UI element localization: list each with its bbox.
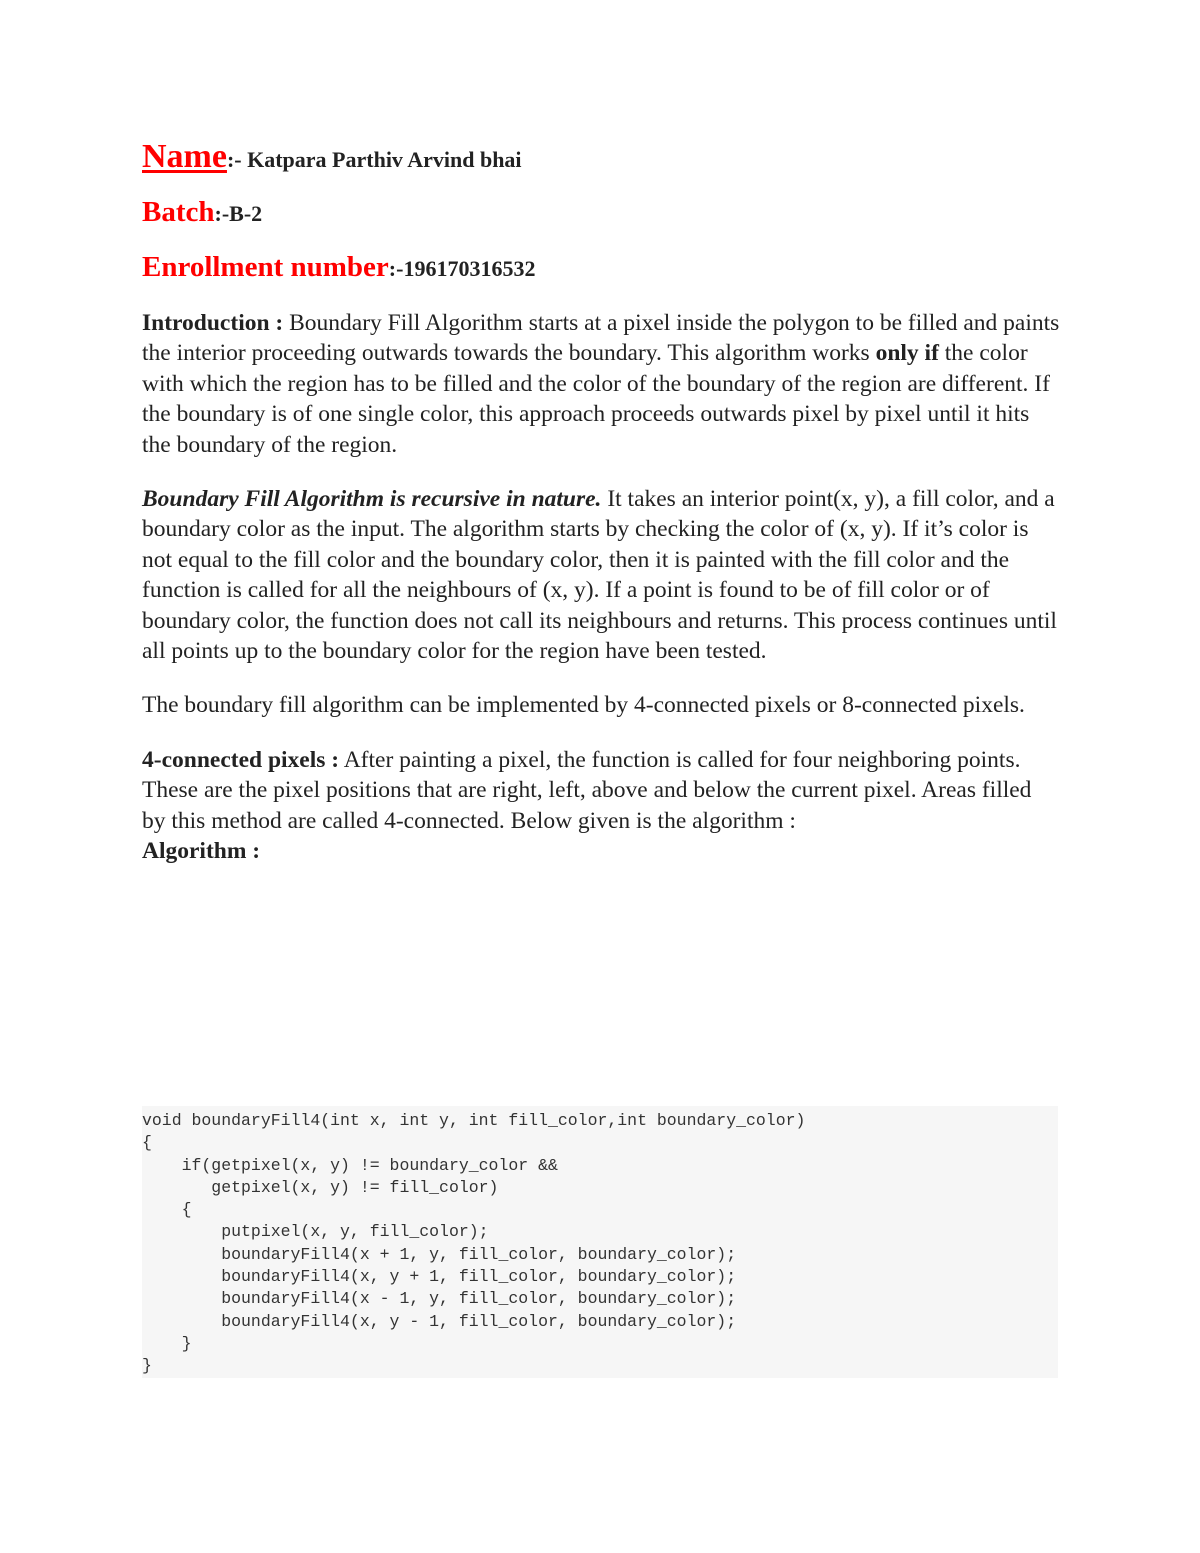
name-line xyxy=(142,140,1060,174)
recursive-emphasis: Boundary Fill Algorithm is recursive in nature. xyxy=(142,486,602,513)
enrollment-label: Enrollment number xyxy=(142,251,389,283)
batch-label: Batch xyxy=(142,196,215,228)
introduction-text-2: the color with which the region has to be filled and the color of the boundary of the region are different. If the boundary is of one single color, this approach proceeds outwards pixel by pixel until it hits the boundary of the region. xyxy=(142,340,1050,458)
name-label: Name xyxy=(142,138,227,175)
enrollment-value: :-196170316532 xyxy=(388,256,536,281)
introduction-bold: only if xyxy=(875,340,939,367)
enrollment-line xyxy=(142,251,1060,284)
four-connected-label: 4-connected pixels : xyxy=(142,746,340,773)
code-block xyxy=(142,1106,1058,1378)
document-page xyxy=(142,140,1060,867)
introduction-label: Introduction : xyxy=(142,310,284,336)
code-listing: void boundaryFill4(int x, int y, int fill_color,int boundary_color) { if(getpixel(x, y) != boundary_color && getpixel(x, y) != fill_color) { putpixel(x, y, fill_color); boundaryFill4(x + 1, y, fill_color, boundary_color); boundaryFill4(x, y + 1, fill_color, boundary_color); boundaryFill4(x - 1, y, fill_color, boundary_color); boundaryFill4(x, y - 1, fill_color, boundary_color); } } xyxy=(142,1111,806,1376)
introduction-text-1: Boundary Fill Algorithm starts at a pixel inside the polygon to be filled and paints the interior proceeding outwards towards the boundary. This algorithm works xyxy=(142,310,1060,367)
four-connected-text: After painting a pixel, the function is called for four neighboring points. These are the pixel positions that are right, left, above and below the current pixel. Areas filled by this method are called 4-connected. Below given is the algorithm : xyxy=(142,746,1032,834)
batch-value: :-B-2 xyxy=(214,201,263,226)
recursive-paragraph xyxy=(142,484,1060,666)
four-connected-paragraph xyxy=(142,745,1060,836)
recursive-text: It takes an interior point(x, y), a fill color, and a boundary color as the input. The algorithm starts by checking the color of (x, y). If it’s color is not equal to the fill color and the boundary color, then it is painted with the fill color and the function is called for all the neighbours of (x, y). If a point is found to be of fill color or of boundary color, the function does not call its neighbours and returns. This process continues until all points up to the boundary color for the region have been tested. xyxy=(142,486,1057,665)
name-value: :- Katpara Parthiv Arvind bhai xyxy=(226,147,522,172)
batch-line xyxy=(142,196,1060,229)
introduction-paragraph xyxy=(142,308,1060,460)
algorithm-heading: Algorithm : xyxy=(142,838,261,865)
implementation-paragraph: The boundary fill algorithm can be implemented by 4-connected pixels or 8-connected pixels. xyxy=(142,692,1025,719)
